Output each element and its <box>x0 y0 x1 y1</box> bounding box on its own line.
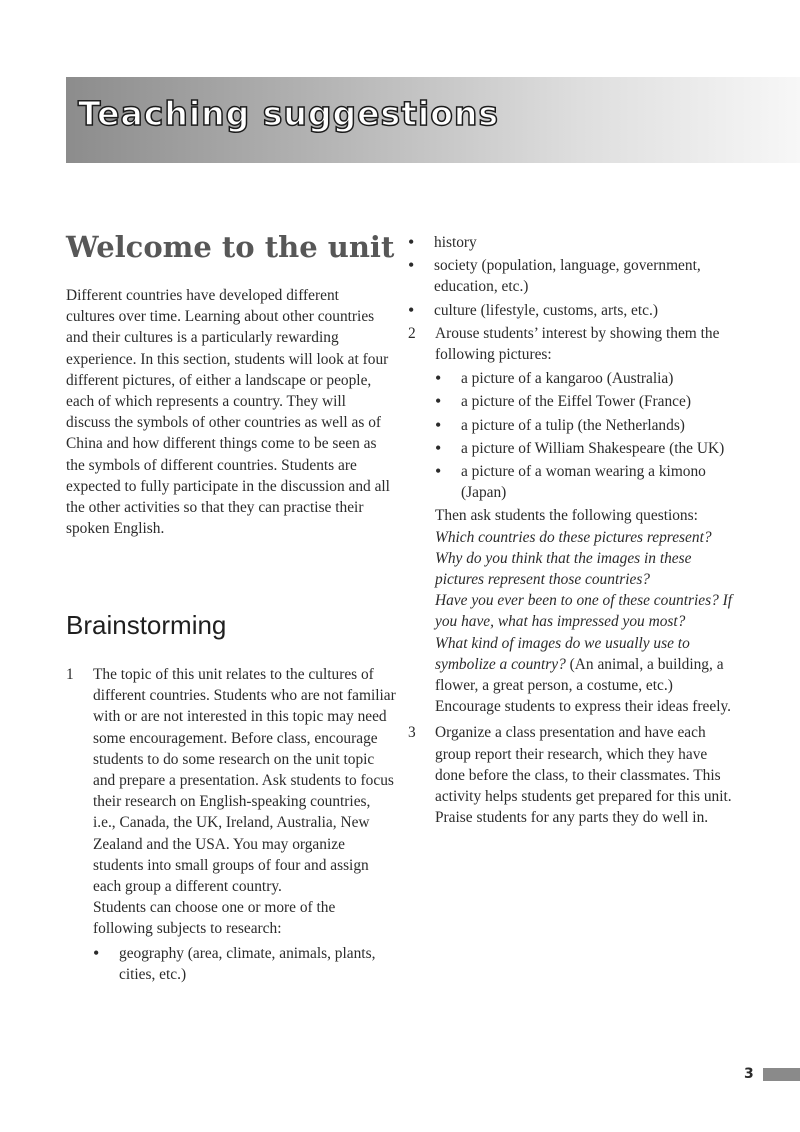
list-item: • culture (lifestyle, customs, arts, etc.) <box>408 300 738 321</box>
page-title: Teaching suggestions <box>78 94 500 133</box>
right-column <box>408 232 738 828</box>
research-subject-list <box>93 943 396 985</box>
brainstorming-item-2 <box>408 323 738 718</box>
section-heading-welcome: Welcome to the unit <box>66 230 395 264</box>
item-subtext: Students can choose one or more of the following subjects to research: <box>93 899 336 938</box>
list-item: • history <box>408 232 738 253</box>
question-2: Why do you think that the images in these pictures represent those countries? <box>435 549 692 589</box>
question-4 <box>435 633 738 697</box>
question-1: Which countries do these pictures represent? <box>435 528 712 546</box>
research-subject-list-continued <box>408 232 738 321</box>
item-number: 3 <box>408 724 416 742</box>
list-item: • a picture of a woman wearing a kimono (Japan) <box>435 461 738 503</box>
item-encourage-text: Encourage students to express their ideas freely. <box>435 698 732 716</box>
item-number: 2 <box>408 324 416 342</box>
title-banner <box>66 77 800 163</box>
list-item: • society (population, language, government, education, etc.) <box>408 255 738 297</box>
item-number: 1 <box>66 666 74 683</box>
brainstorming-item-3 <box>408 722 738 828</box>
list-item: • a picture of a kangaroo (Australia) <box>435 368 738 389</box>
question-4-text: What kind of images do we usually use to symbolize a country? <box>435 634 690 673</box>
item-text: Organize a class presentation and have each group report their research, which they have done before the class, to their classmates. This activity helps students get prepared for this unit. Praise students for any parts they do well in. <box>435 724 732 827</box>
welcome-intro-paragraph: Different countries have developed different cultures over time. Learning about other countries and their cultures is a particularly rewarding experience. In this section, students will look at four different pictures, of either a landscape or people, each of which represents a country. They will discuss the symbols of other countries as well as of China and how different things come to be seen as the symbols of different countries. Students are expected to fully participate in the discussion and all the other activities so that they can practise their spoken English. <box>66 287 390 538</box>
question-3: Have you ever been to one of these countries? If you have, what has impressed you most? <box>435 592 733 631</box>
list-item: • a picture of the Eiffel Tower (France) <box>435 391 738 412</box>
page-number: 3 <box>744 1066 754 1082</box>
list-item: • a picture of William Shakespeare (the UK) <box>435 438 738 459</box>
page-number-bar <box>763 1068 800 1081</box>
list-item: • a picture of a tulip (the Netherlands) <box>435 415 738 436</box>
section-heading-brainstorming: Brainstorming <box>66 610 227 640</box>
list-item: • geography (area, climate, animals, plants, cities, etc.) <box>93 943 396 985</box>
item-then-text: Then ask students the following questions: <box>435 507 698 525</box>
brainstorming-item-1 <box>66 664 396 987</box>
picture-list <box>435 368 738 503</box>
question-4-answer: (An animal, a building, a flower, a great person, a costume, etc.) <box>435 655 724 695</box>
item-text: The topic of this unit relates to the cultures of different countries. Students who are not familiar with or are not interested in this topic may need some encouragement. Before class, encourage students to do some research on the unit topic and prepare a presentation. Ask students to focus their research on English-speaking countries, i.e., Canada, the UK, Ireland, Australia, New Zealand and the USA. You may organize students into small groups of four and assign each group a different country. <box>93 666 396 896</box>
item-text: Arouse students’ interest by showing them the following pictures: <box>435 324 720 364</box>
